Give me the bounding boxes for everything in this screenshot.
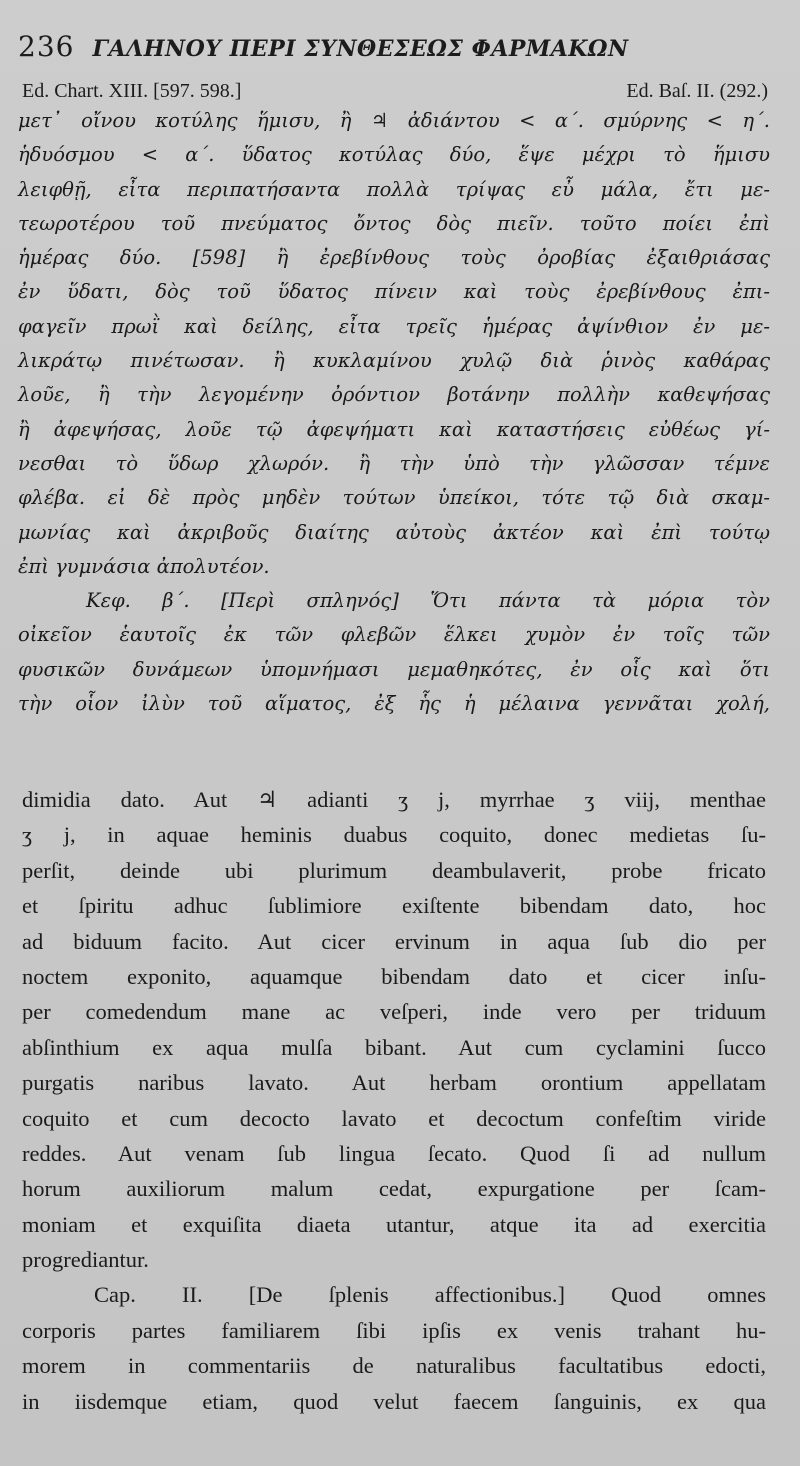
greek-line: τεωροτέρου τοῦ πνεύματος ὄντος δὸς πιεῖν. τοῦτο ποίει ἐπὶ	[18, 211, 770, 235]
greek-line: οἰκεῖον ἑαυτοῖς ἐκ τῶν φλεβῶν ἕλκει χυμὸν ἐν τοῖς τῶν	[18, 623, 770, 647]
greek-line: νεσθαι τὸ ὕδωρ χλωρόν. ἢ τὴν ὑπὸ τὴν γλῶσσαν τέμνε	[18, 451, 770, 475]
latin-line: dimidia dato. Aut ♃ adianti ʒ j, myrrhae ʒ viij, menthae	[22, 787, 766, 812]
latin-line: ad biduum facito. Aut cicer ervinum in aqua ſub dio per	[22, 928, 766, 954]
latin-line: purgatis naribus lavato. Aut herbam orontium appellatam	[22, 1070, 766, 1096]
greek-line: ἐν ὕδατι, δὸς τοῦ ὕδατος πίνειν καὶ τοὺς ἐρεβίνθους ἐπι-	[18, 280, 770, 304]
latin-line: reddes. Aut venam ſub lingua ſecato. Quod ſi ad nullum	[22, 1140, 766, 1166]
latin-line: horum auxiliorum malum cedat, expurgatione per ſcam-	[22, 1176, 766, 1202]
greek-line: τὴν οἷον ἰλὺν τοῦ αἵματος, ἐξ ἧς ἡ μέλαινα γεννᾶται χολή,	[18, 692, 770, 716]
edition-references	[22, 80, 768, 103]
running-title: ΓΑΛΗΝΟΥ ΠΕΡΙ ΣΥΝΘΕΣΕΩΣ ΦΑΡΜΑΚΩΝ	[92, 36, 629, 62]
greek-chapter-heading-line: Κεφ. β΄. [Περὶ σπληνός] Ὅτι πάντα τὰ μόρια τὸν	[86, 589, 770, 613]
latin-line: corporis partes familiarem ſibi ipſis ex venis trahant hu-	[22, 1317, 766, 1343]
latin-line: et ſpiritu adhuc ſublimiore exiſtente bibendam dato, hoc	[22, 893, 766, 919]
latin-line: progrediantur.	[22, 1247, 149, 1273]
latin-line: noctem exponito, aquamque bibendam dato et cicer inſu-	[22, 963, 766, 989]
greek-line: φυσικῶν δυνάμεων ὑπομνήμασι μεμαθηκότες, ἐν οἷς καὶ ὅτι	[18, 657, 770, 681]
latin-text	[22, 782, 766, 1419]
page-number: 236	[18, 30, 75, 63]
greek-text	[18, 104, 770, 721]
edition-basel: Ed. Baſ. II. (292.)	[626, 80, 768, 102]
greek-line: ἢ ἀφεψήσας, λοῦε τῷ ἀφεψήματι καὶ καταστήσεις εὐθέως γί-	[18, 417, 770, 441]
greek-line: ἡμέρας δύο. [598] ἢ ἐρεβίνθους τοὺς ὀροβίας ἐξαιθριάσας	[18, 246, 770, 270]
latin-line: ʒ j, in aquae heminis duabus coquito, donec medietas ſu-	[22, 822, 766, 848]
greek-line: λικράτῳ πινέτωσαν. ἢ κυκλαμίνου χυλῷ διὰ ῥινὸς καθάρας	[18, 349, 770, 373]
greek-line: ἡδυόσμου < α΄. ὕδατος κοτύλας δύο, ἕψε μέχρι τὸ ἥμισυ	[18, 143, 770, 167]
latin-line: in iisdemque etiam, quod velut faecem ſanguinis, ex qua	[22, 1388, 766, 1414]
latin-line: moniam et exquiſita diaeta utantur, atque ita ad exercitia	[22, 1211, 766, 1237]
page-header	[18, 30, 788, 70]
greek-line: φλέβα. εἰ δὲ πρὸς μηδὲν τούτων ὑπείκοι, τότε τῷ διὰ σκαμ-	[18, 486, 770, 510]
greek-line: λοῦε, ἢ τὴν λεγομένην ὀρόντιον βοτάνην πολλὴν καθεψήσας	[18, 383, 770, 407]
greek-line: λειφθῇ, εἶτα περιπατήσαντα πολλὰ τρίψας εὖ μάλα, ἔτι με-	[18, 177, 770, 201]
edition-chartier: Ed. Chart. XIII. [597. 598.]	[22, 80, 242, 102]
latin-chapter-heading-line: Cap. II. [De ſplenis affectionibus.] Quod omnes	[94, 1282, 766, 1308]
greek-line: μετ᾽ οἴνου κοτύλης ἥμισυ, ἢ ♃ ἀδιάντου < α΄. σμύρνης < η΄.	[18, 109, 770, 132]
latin-line: perſit, deinde ubi plurimum deambulaverit, probe fricato	[22, 857, 766, 883]
greek-line: φαγεῖν πρωῒ καὶ δείλης, εἶτα τρεῖς ἡμέρας ἀψίνθιον ἐν με-	[18, 314, 770, 338]
latin-line: abſinthium ex aqua mulſa bibant. Aut cum cyclamini ſucco	[22, 1034, 766, 1060]
latin-line: per comedendum mane ac veſperi, inde vero per triduum	[22, 999, 766, 1025]
latin-line: morem in commentariis de naturalibus facultatibus edocti,	[22, 1353, 766, 1379]
greek-line: ἐπὶ γυμνάσια ἀπολυτέον.	[18, 554, 270, 578]
greek-line: μωνίας καὶ ἀκριβοῦς διαίτης αὐτοὺς ἀκτέον καὶ ἐπὶ τούτῳ	[18, 520, 770, 544]
latin-line: coquito et cum decocto lavato et decoctum confeſtim viride	[22, 1105, 766, 1131]
